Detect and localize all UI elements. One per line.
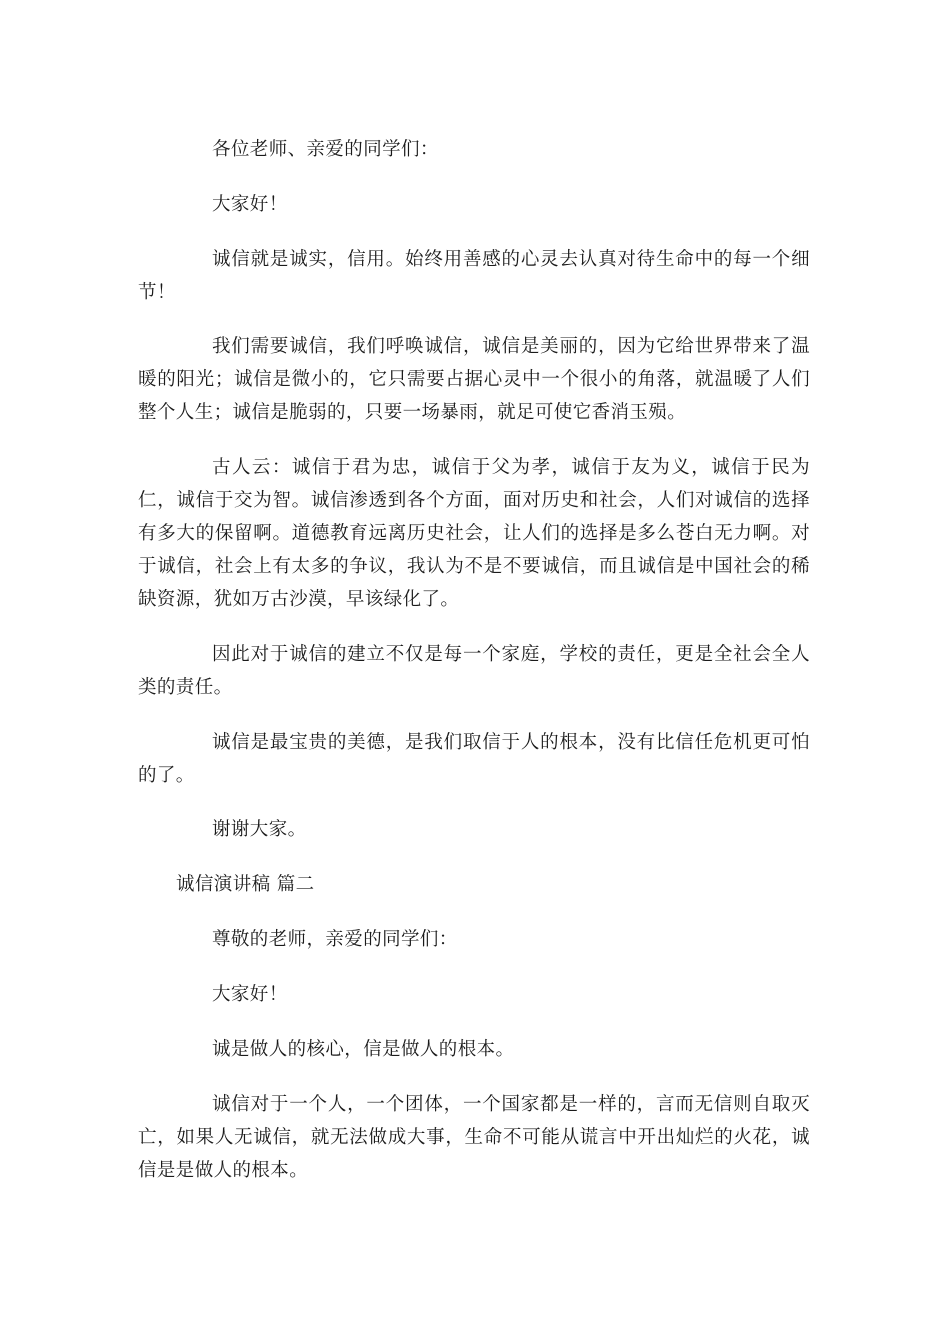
closing-paragraph: 谢谢大家。 [212,819,307,840]
body-paragraph: 诚信就是诚实，信用。始终用善感的心灵去认真对待生命中的每一个细节！ [138,249,810,303]
salutation-paragraph: 尊敬的老师，亲爱的同学们： [212,929,458,950]
body-paragraph: 诚信对于一个人，一个团体，一个国家都是一样的，言而无信则自取灭亡，如果人无诚信，就无法做成大事，生命不可能从谎言中开出灿烂的火花，诚信是是做人的根本。 [138,1094,810,1181]
section-heading: 诚信演讲稿 篇二 [176,874,315,895]
body-paragraph: 古人云：诚信于君为忠，诚信于父为孝，诚信于友为义，诚信于民为仁，诚信于交为智。诚信渗透到各个方面，面对历史和社会，人们对诚信的选择有多大的保留啊。道德教育远离历史社会，让人们的选择是多么苍白无力啊。对于诚信，社会上有太多的争议，我认为不是不要诚信，而且诚信是中国社会的稀缺资源，犹如万古沙漠，早该绿化了。 [138,457,810,610]
greeting-paragraph: 大家好！ [212,984,288,1005]
body-paragraph: 诚是做人的核心，信是做人的根本。 [212,1039,515,1060]
salutation-paragraph: 各位老师、亲爱的同学们： [212,139,439,160]
greeting-paragraph: 大家好！ [212,194,288,215]
body-paragraph: 因此对于诚信的建立不仅是每一个家庭，学校的责任，更是全社会全人类的责任。 [138,644,810,698]
body-paragraph: 诚信是最宝贵的美德，是我们取信于人的根本，没有比信任危机更可怕的了。 [138,732,810,786]
body-paragraph: 我们需要诚信，我们呼唤诚信，诚信是美丽的，因为它给世界带来了温暖的阳光；诚信是微小的，它只需要占据心灵中一个很小的角落，就温暖了人们整个人生；诚信是脆弱的，只要一场暴雨，就足可使它香消玉殒。 [138,336,810,423]
